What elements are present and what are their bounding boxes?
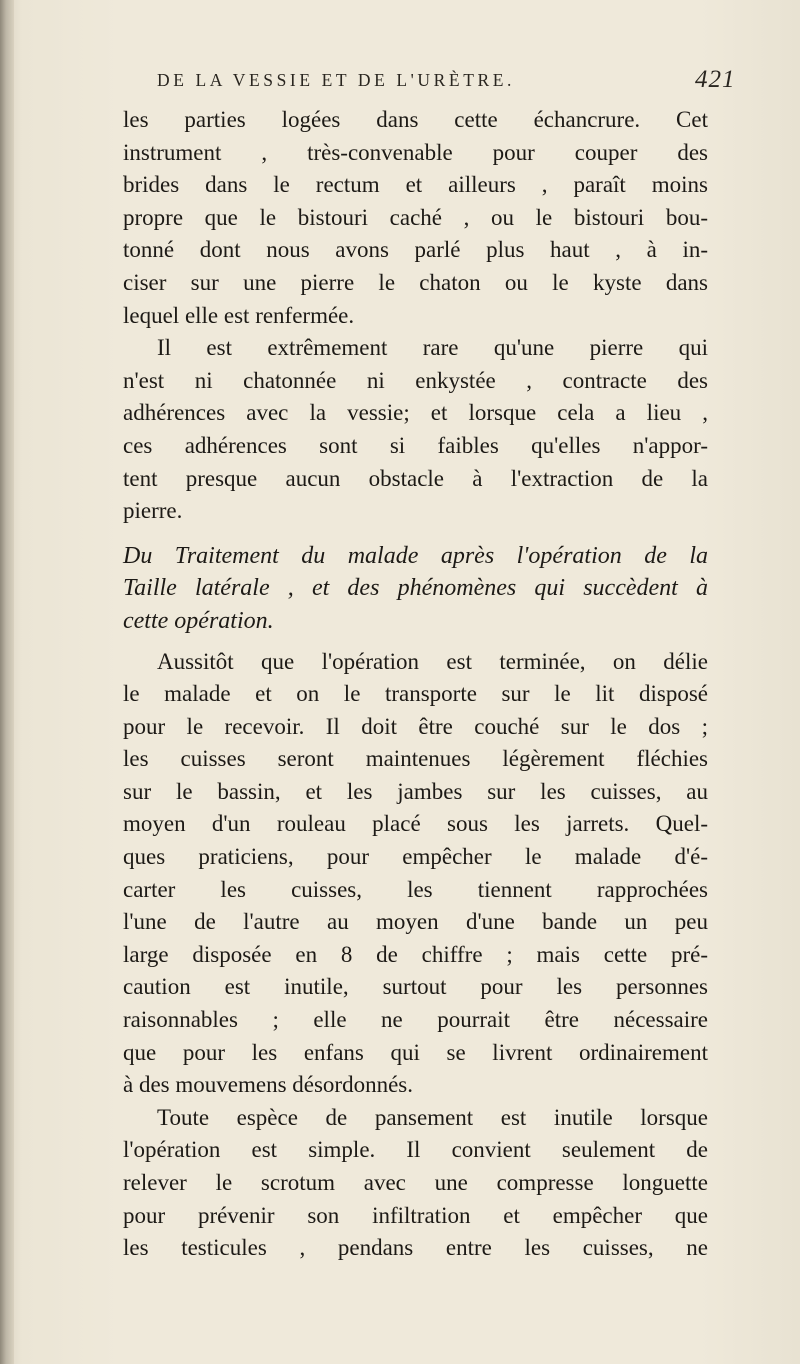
text-line: ces adhérences sont si faibles qu'elles n'appor- xyxy=(123,432,708,458)
section-heading xyxy=(123,540,708,638)
text-line: pour le recevoir. Il doit être couché sur le dos ; xyxy=(123,713,708,739)
text-line: relever le scrotum avec une compresse longuette xyxy=(123,1170,708,1195)
text-line: pour prévenir son infiltration et empêcher que xyxy=(123,1202,708,1228)
text-line: lequel elle est renfermée. xyxy=(123,302,355,328)
text-line: Aussitôt que l'opération est terminée, on délie xyxy=(157,648,708,674)
paragraph-2 xyxy=(123,332,708,528)
text-line: n'est ni chatonnée ni enkystée , contracte des xyxy=(123,367,708,393)
paragraph-1 xyxy=(123,104,708,332)
text-line: tent presque aucun obstacle à l'extraction de la xyxy=(123,465,708,491)
paragraph-4 xyxy=(123,1102,708,1265)
text-line: que pour les enfans qui se livrent ordinairement xyxy=(123,1039,708,1065)
text-line: à des mouvemens désordonnés. xyxy=(123,1072,413,1098)
text-line: tonné dont nous avons parlé plus haut , à in- xyxy=(123,237,708,263)
text-line: Toute espèce de pansement est inutile lorsque xyxy=(157,1104,708,1130)
heading-line: Du Traitement du malade après l'opération de la xyxy=(123,542,708,569)
running-title: DE LA VESSIE ET DE L'URÈTRE. xyxy=(157,70,516,90)
page-number: 421 xyxy=(695,66,736,93)
text-line: caution est inutile, surtout pour les personnes xyxy=(123,974,708,1000)
text-line: les parties logées dans cette échancrure. Cet xyxy=(123,107,708,132)
page-header xyxy=(0,66,800,102)
text-line: Il est extrêmement rare qu'une pierre qui xyxy=(157,335,708,361)
text-line: brides dans le rectum et ailleurs , paraît moins xyxy=(123,172,708,198)
heading-line: Taille latérale , et des phénomènes qui succèdent à xyxy=(123,575,708,602)
heading-line: cette opération. xyxy=(123,607,274,634)
text-line: ciser sur une pierre le chaton ou le kyste dans xyxy=(123,269,708,295)
text-line: le malade et on le transporte sur le lit disposé xyxy=(123,681,708,707)
body-text xyxy=(123,104,708,1265)
text-line: raisonnables ; elle ne pourrait être nécessaire xyxy=(123,1007,708,1033)
spacer xyxy=(123,528,708,540)
paragraph-3 xyxy=(123,646,708,1102)
text-line: les cuisses seront maintenues légèrement fléchies xyxy=(123,746,708,772)
spacer xyxy=(123,638,708,646)
text-line: sur le bassin, et les jambes sur les cuisses, au xyxy=(123,778,708,804)
text-line: propre que le bistouri caché , ou le bistouri bou- xyxy=(123,204,708,230)
text-line: pierre. xyxy=(123,498,183,524)
text-line: moyen d'un rouleau placé sous les jarrets. Quel- xyxy=(123,811,708,837)
text-line: l'une de l'autre au moyen d'une bande un peu xyxy=(123,909,708,935)
book-binding-edge xyxy=(0,0,14,1364)
text-line: l'opération est simple. Il convient seulement de xyxy=(123,1137,708,1163)
text-line: carter les cuisses, les tiennent rapprochées xyxy=(123,876,708,902)
text-line: ques praticiens, pour empêcher le malade d'é- xyxy=(123,844,708,870)
text-line: instrument , très-convenable pour couper des xyxy=(123,139,708,165)
text-line: adhérences avec la vessie; et lorsque cela a lieu , xyxy=(123,400,708,426)
text-line: les testicules , pendans entre les cuisses, ne xyxy=(123,1235,708,1261)
text-line: large disposée en 8 de chiffre ; mais cette pré- xyxy=(123,941,708,967)
